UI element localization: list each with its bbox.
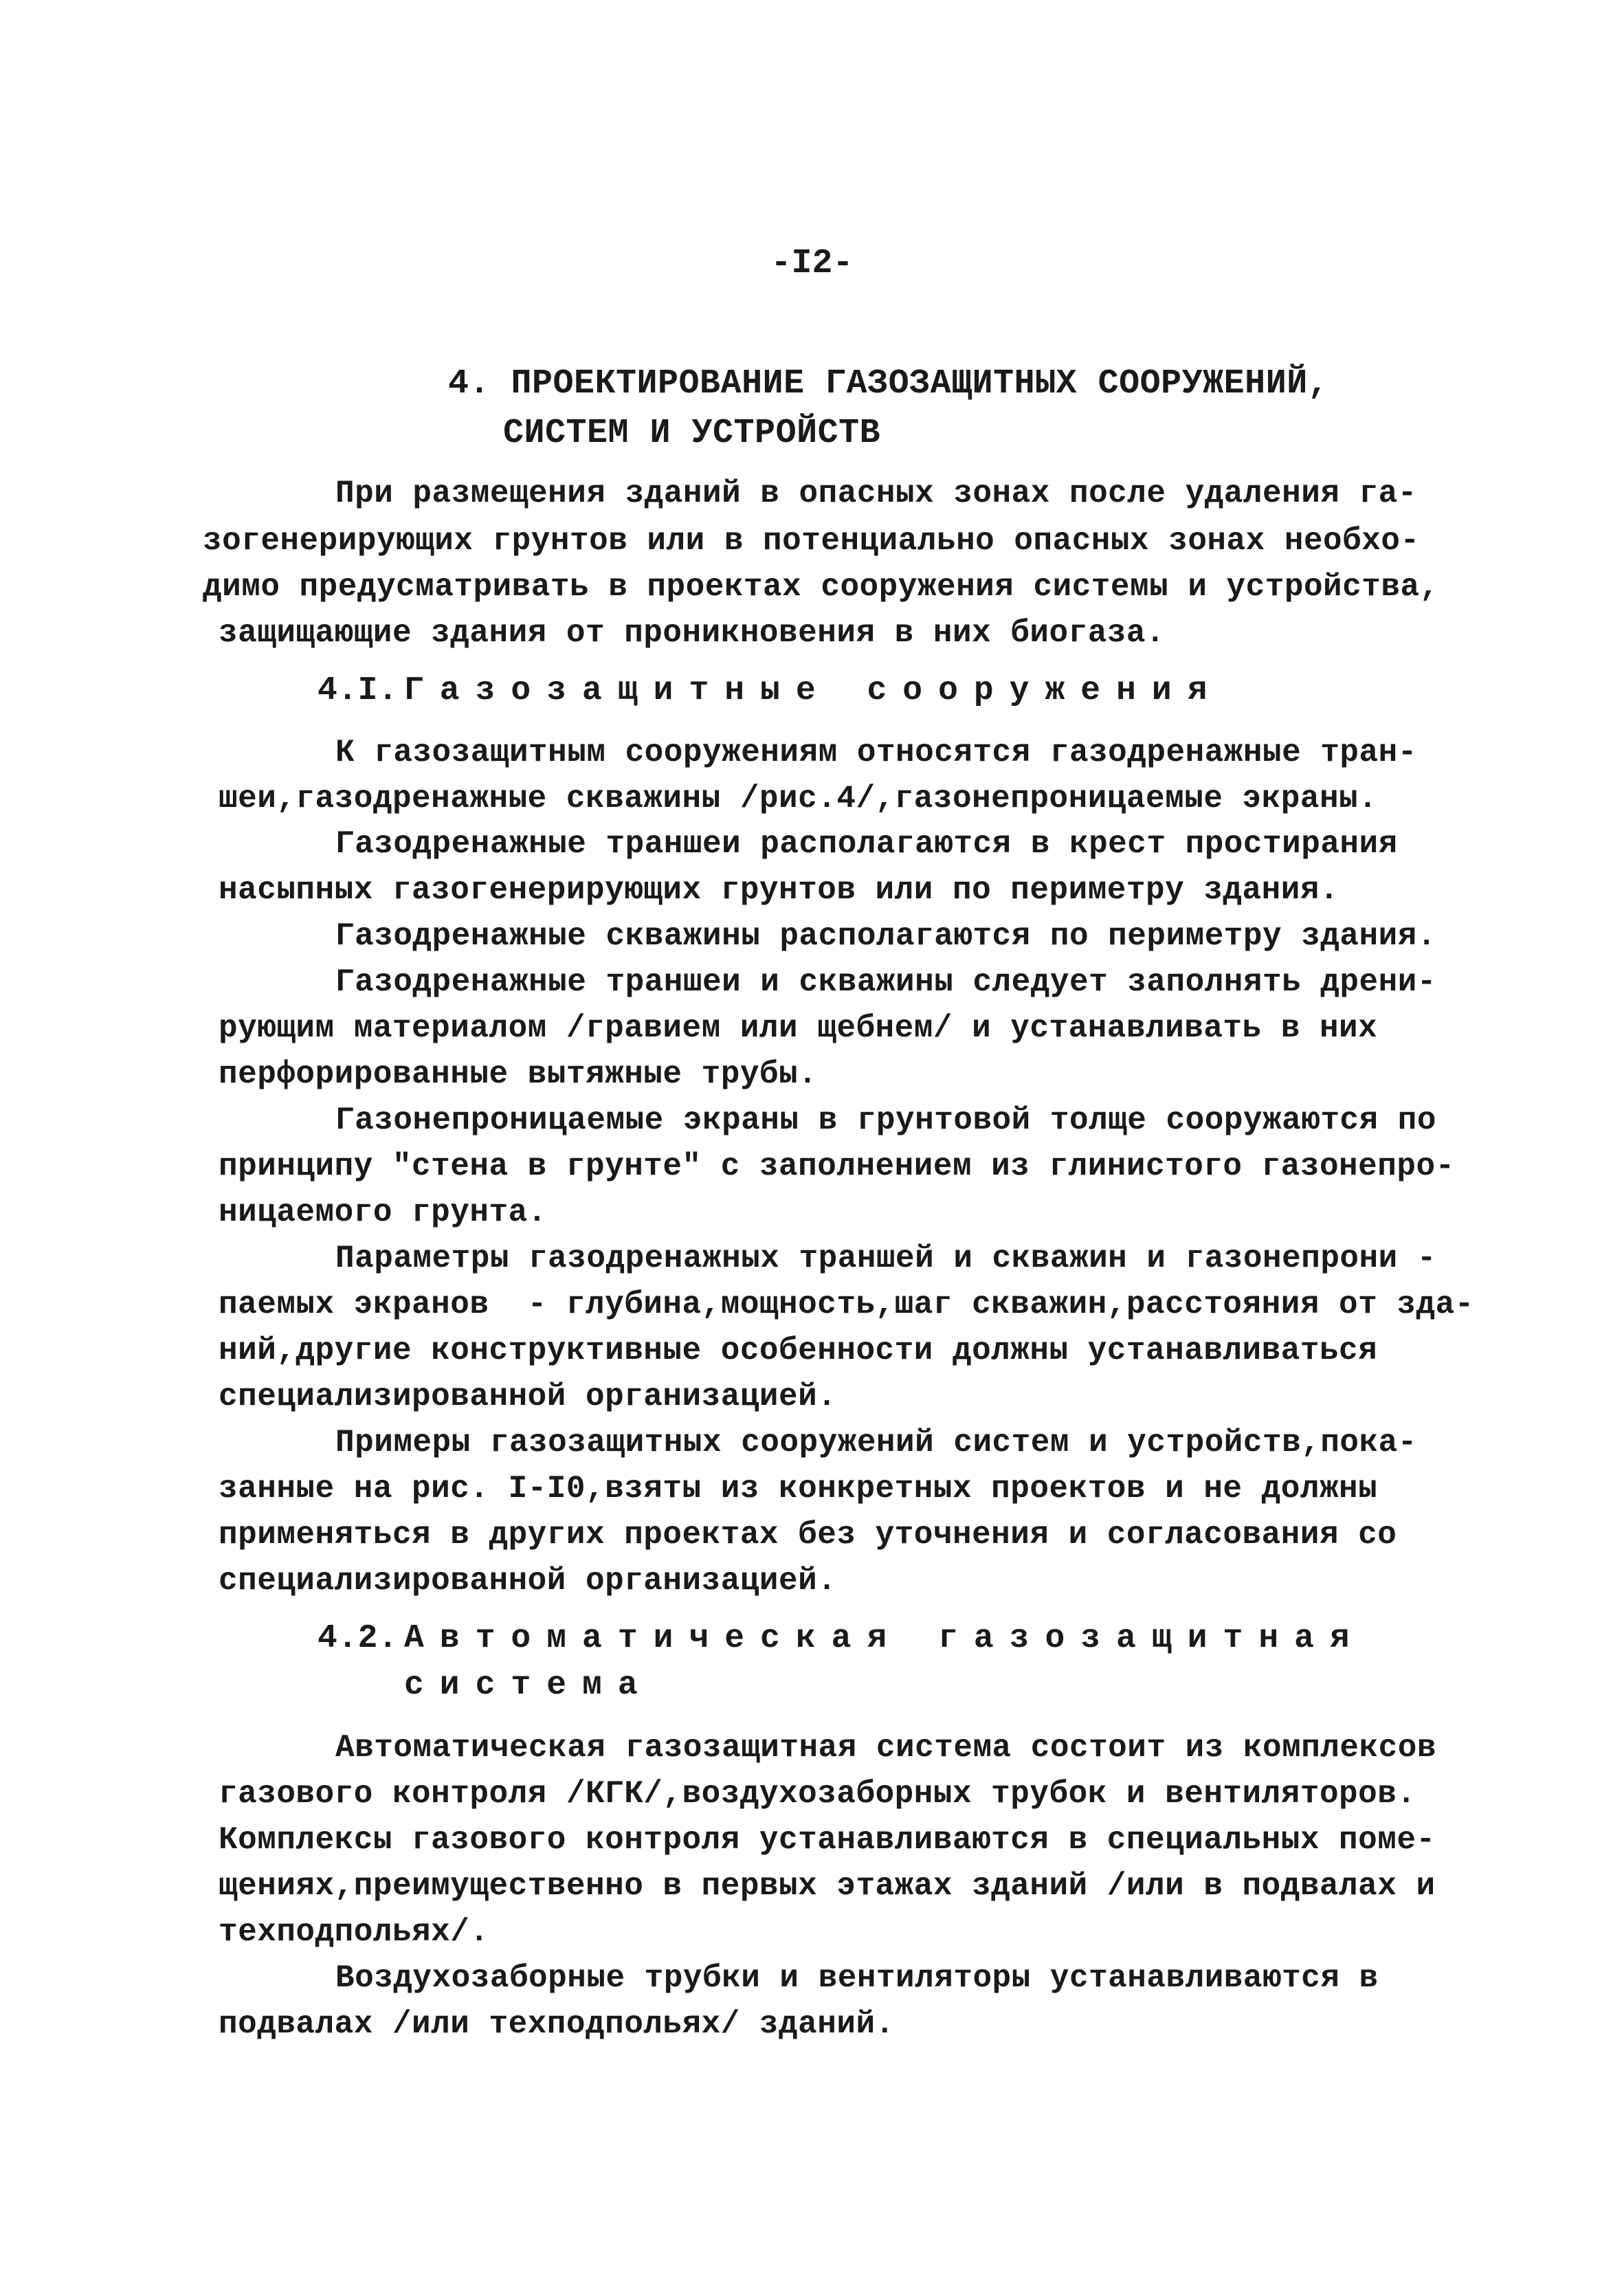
paragraph-line: Параметры газодренажных траншей и скважин и газонепрони - [335,1241,1436,1276]
page-number: -I2- [770,244,854,283]
intro-line: При размещения зданий в опасных зонах после удаления га- [335,476,1417,511]
paragraph-line: насыпных газогенерирующих грунтов или по периметру здания. [219,872,1339,908]
paragraph-line: Воздухозаборные трубки и вентиляторы устанавливаются в [335,1960,1379,1996]
subsection-1-title: Газозащитные сооружения [404,672,1223,709]
subsection-2-title: Автоматическая газозащитная [404,1620,1366,1657]
paragraph-line: занные на рис. I-I0,взяты из конкретных проектов и не должны [219,1471,1378,1507]
intro-line: димо предусматривать в проектах сооружения системы и устройства, [203,569,1439,605]
paragraph-line: подвалах /или техподпольях/ зданий. [219,2006,895,2042]
intro-line: защищающие здания от проникновения в них биогаза. [219,615,1166,651]
paragraph-line: щениях,преимущественно в первых этажах зданий /или в подвалах и [219,1868,1436,1904]
subsection-2-title-continued: система [404,1667,654,1704]
paragraph-line: техподпольях/. [219,1914,489,1950]
section-heading-line-1: 4. ПРОЕКТИРОВАНИЕ ГАЗОЗАЩИТНЫХ СООРУЖЕНИЙ, [448,364,1329,403]
paragraph-line: специализированной организацией. [219,1379,837,1415]
intro-line: зогенерирующих грунтов или в потенциально опасных зонах необхо- [203,523,1420,559]
paragraph-line: Автоматическая газозащитная система состоит из комплексов [335,1730,1436,1766]
paragraph-line: Газодренажные траншеи и скважины следует заполнять дрени- [335,964,1436,1000]
subsection-1-number: 4.I. [318,672,399,709]
paragraph-line: Комплексы газового контроля устанавливаются в специальных поме- [219,1822,1436,1858]
paragraph-line: Газодренажные скважины располагаются по периметру здания. [335,918,1436,954]
paragraph-line: газового контроля /КГК/,воздухозаборных трубок и вентиляторов. [219,1776,1416,1812]
paragraph-line: паемых экранов - глубина,мощность,шаг скважин,расстояния от зда- [219,1287,1474,1322]
section-heading-line-2: СИСТЕМ И УСТРОЙСТВ [503,414,881,453]
paragraph-line: К газозащитным сооружениям относятся газодренажные тран- [335,735,1417,770]
paragraph-line: шеи,газодренажные скважины /рис.4/,газонепроницаемые экраны. [219,781,1378,817]
paragraph-line: Примеры газозащитных сооружений систем и устройств,пока- [335,1425,1417,1461]
paragraph-line: ницаемого грунта. [219,1195,547,1230]
paragraph-line: специализированной организацией. [219,1563,837,1599]
paragraph-line: перфорированные вытяжные трубы. [219,1056,818,1092]
paragraph-line: Газонепроницаемые экраны в грунтовой толще сооружаются по [335,1102,1436,1138]
paragraph-line: рующим материалом /гравием или щебнем/ и устанавливать в них [219,1010,1378,1046]
paragraph-line: ний,другие конструктивные особенности должны устанавливаться [219,1333,1378,1368]
paragraph-line: применяться в других проектах без уточнения и согласования со [219,1517,1397,1553]
paragraph-line: принципу "стена в грунте" с заполнением из глинистого газонепро- [219,1149,1455,1184]
paragraph-line: Газодренажные траншеи располагаются в крест простирания [335,826,1398,862]
subsection-2-number: 4.2. [318,1620,399,1657]
